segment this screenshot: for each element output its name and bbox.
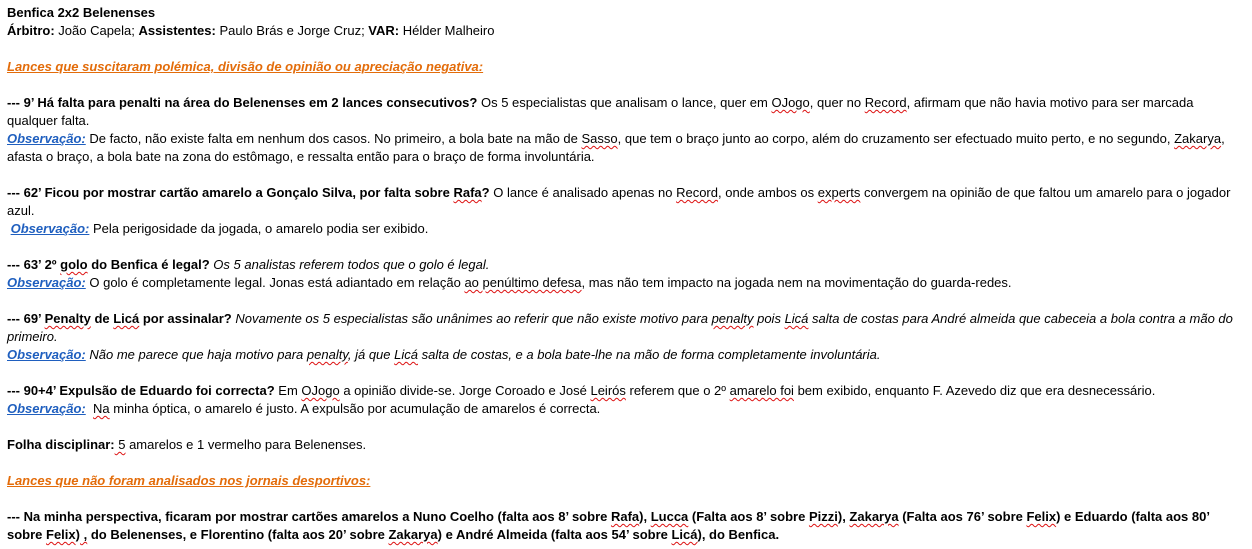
final-text: --- Na minha perspectiva, ficaram por mostrar cartões amarelos a Nuno Coelho (falta aos 8’ sobre bbox=[7, 509, 611, 524]
incident-question: --- 62’ Ficou por mostrar cartão amarelo a Gonçalo Silva, por falta sobre bbox=[7, 185, 454, 200]
spell-word: Zakarya bbox=[849, 509, 899, 524]
incident-90min bbox=[7, 382, 1237, 400]
disciplinary-sheet bbox=[7, 436, 1237, 454]
final-text: ) bbox=[75, 527, 80, 542]
spell-word: penalty bbox=[711, 311, 754, 326]
spell-word: Record bbox=[864, 95, 907, 110]
spell-word: Felix bbox=[46, 527, 76, 542]
incident-text: , quer no bbox=[809, 95, 865, 110]
section-title-controversial: Lances que suscitaram polémica, divisão de opinião ou apreciação negativa: bbox=[7, 59, 484, 74]
incident-question: --- 9’ Há falta para penalti na área do Belenenses em 2 lances consecutivos? bbox=[7, 95, 478, 110]
observation-label: Observação: bbox=[7, 347, 86, 362]
assistants-label: Assistentes: bbox=[138, 23, 216, 38]
spell-word: Rafa bbox=[610, 509, 640, 524]
spell-word: Record bbox=[676, 185, 718, 200]
incident-text: a opinião divide-se. Jorge Coroado e José bbox=[339, 383, 591, 398]
incident-question: --- 69’ bbox=[7, 311, 45, 326]
observation-text: O golo é completamente legal. Jonas está adiantado em relação bbox=[85, 275, 465, 290]
final-text: (Falta aos 8’ sobre bbox=[688, 509, 809, 524]
final-text: ), do Benfica. bbox=[697, 527, 780, 542]
incident-question: por assinalar? bbox=[139, 311, 232, 326]
observation-label: Observação: bbox=[10, 221, 90, 236]
spell-word: Pizzi bbox=[808, 509, 838, 524]
assistants-names: Paulo Brás e Jorge Cruz; bbox=[215, 23, 369, 38]
incident-text: , afirmam que não havia motivo para ser marcada qualquer falta. bbox=[7, 95, 1194, 128]
match-title: Benfica 2x2 Belenenses bbox=[7, 5, 156, 20]
incident-62min bbox=[7, 184, 1237, 220]
spell-word: experts bbox=[817, 185, 861, 200]
incident-text: salta de costas para André almeida que cabeceia a bola contra a mão do primeiro. bbox=[7, 311, 1233, 344]
section-title-not-analysed: Lances que não foram analisados nos jornais desportivos: bbox=[7, 473, 371, 488]
incident-text: , onde ambos os bbox=[718, 185, 818, 200]
spell-word: Penalty bbox=[44, 311, 91, 326]
spell-word: Licá bbox=[113, 311, 140, 326]
spell-word: amarelo foi bbox=[729, 383, 794, 398]
observation-text: , mas não tem impacto na jogada nem na movimentação do guarda-redes. bbox=[581, 275, 1012, 290]
spell-word: Zakarya bbox=[388, 527, 438, 542]
disciplinary-label: Folha disciplinar: bbox=[7, 437, 115, 452]
final-text: ) e Eduardo (falta aos 80’ sobre bbox=[7, 509, 1210, 542]
spell-word: Lucca bbox=[650, 509, 689, 524]
final-text: ), bbox=[639, 509, 651, 524]
incident-question: ? bbox=[481, 185, 490, 200]
observation-text: Não me parece que haja motivo para bbox=[85, 347, 307, 362]
officials-line bbox=[7, 22, 1237, 40]
referee-name: João Capela; bbox=[54, 23, 139, 38]
referee-label: Árbitro: bbox=[7, 23, 55, 38]
observation-text: , afasta o braço, a bola bate na zona do estômago, e ressalta então para o braço de forma involuntária. bbox=[7, 131, 1225, 164]
incident-text: Em bbox=[274, 383, 302, 398]
final-text: ) e André Almeida (falta aos 54’ sobre bbox=[437, 527, 672, 542]
spell-word: penalty bbox=[306, 347, 348, 362]
final-paragraph bbox=[7, 508, 1237, 544]
spell-word: 5 bbox=[114, 437, 126, 452]
var-label: VAR: bbox=[368, 23, 400, 38]
spell-word: Licá bbox=[671, 527, 698, 542]
observation-62min bbox=[7, 220, 1237, 238]
observation-space bbox=[86, 401, 93, 416]
observation-text: , já que bbox=[347, 347, 395, 362]
incident-question: do Benfica é legal? bbox=[87, 257, 210, 272]
spell-word: Na bbox=[93, 401, 110, 416]
observation-text: De facto, não existe falta em nenhum dos casos. No primeiro, a bola bate na mão de bbox=[85, 131, 582, 146]
spell-word: Leirós bbox=[590, 383, 626, 398]
incident-text: Os 5 analistas referem todos que o golo é legal. bbox=[209, 257, 490, 272]
final-text: ), bbox=[837, 509, 850, 524]
observation-label: Observação: bbox=[7, 275, 86, 290]
spell-word: Licá bbox=[394, 347, 418, 362]
spell-word: , bbox=[79, 527, 88, 542]
observation-text: minha óptica, o amarelo é justo. A expulsão por acumulação de amarelos é correcta. bbox=[109, 401, 601, 416]
incident-question: --- 63’ 2º bbox=[7, 257, 61, 272]
disciplinary-text: amarelos e 1 vermelho para Belenenses. bbox=[125, 437, 367, 452]
incident-text: Novamente os 5 especialistas são unânimes ao referir que não existe motivo para bbox=[231, 311, 712, 326]
observation-9min bbox=[7, 130, 1237, 166]
incident-text: bem exibido, enquanto F. Azevedo diz que era desnecessário. bbox=[793, 383, 1156, 398]
observation-text: salta de costas, e a bola bate-lhe na mão de forma completamente involuntária. bbox=[418, 347, 881, 362]
observation-63min bbox=[7, 274, 1237, 292]
spell-word: Zakarya bbox=[1174, 131, 1222, 146]
incident-text: O lance é analisado apenas no bbox=[489, 185, 677, 200]
spell-word: Licá bbox=[784, 311, 809, 326]
observation-69min bbox=[7, 346, 1237, 364]
spell-word: Rafa bbox=[453, 185, 482, 200]
incident-text: Os 5 especialistas que analisam o lance, quer em bbox=[477, 95, 772, 110]
incident-question: --- 90+4’ Expulsão de Eduardo foi correcta? bbox=[7, 383, 275, 398]
spell-word: golo bbox=[60, 257, 88, 272]
incident-text: pois bbox=[753, 311, 785, 326]
observation-90min bbox=[7, 400, 1237, 418]
spell-word: Sasso bbox=[581, 131, 618, 146]
observation-label: Observação: bbox=[7, 401, 86, 416]
incident-69min bbox=[7, 310, 1237, 346]
observation-text: , que tem o braço junto ao corpo, além do cruzamento ser efectuado muito perto, e no segundo, bbox=[617, 131, 1175, 146]
incident-text: convergem na opinião de que faltou um amarelo para o jogador azul. bbox=[7, 185, 1231, 218]
var-name: Hélder Malheiro bbox=[399, 23, 495, 38]
final-text: (Falta aos 76’ sobre bbox=[898, 509, 1027, 524]
spell-word: ao penúltimo defesa bbox=[464, 275, 582, 290]
spell-word: OJogo bbox=[301, 383, 340, 398]
final-text: do Belenenses, e Florentino (falta aos 20’ sobre bbox=[87, 527, 389, 542]
incident-9min bbox=[7, 94, 1237, 130]
spell-word: OJogo bbox=[771, 95, 810, 110]
incident-question: de bbox=[90, 311, 114, 326]
observation-text: Pela perigosidade da jogada, o amarelo podia ser exibido. bbox=[89, 221, 429, 236]
incident-text: referem que o 2º bbox=[625, 383, 730, 398]
observation-label: Observação: bbox=[7, 131, 86, 146]
spell-word: Felix bbox=[1026, 509, 1057, 524]
incident-63min bbox=[7, 256, 1237, 274]
